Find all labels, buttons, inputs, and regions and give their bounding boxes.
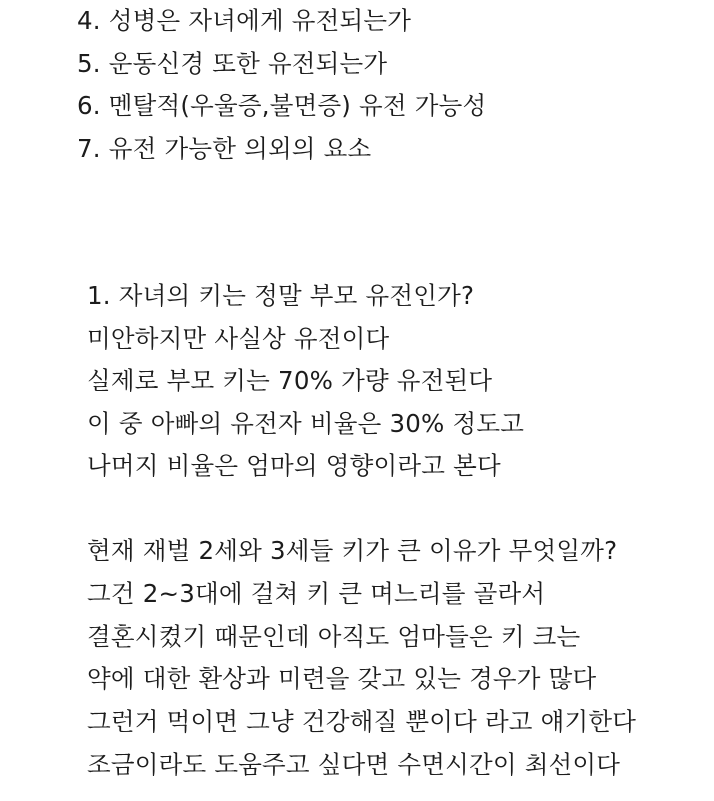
paragraph-line: 현재 재벌 2세와 3세들 키가 큰 이유가 무엇일까? <box>87 536 618 565</box>
topic-item-5: 5. 운동신경 또한 유전되는가 <box>77 49 388 78</box>
paragraph-line: 약에 대한 환상과 미련을 갖고 있는 경우가 많다 <box>87 664 597 693</box>
paragraph-line: 이 중 아빠의 유전자 비율은 30% 정도고 <box>87 409 525 438</box>
paragraph-line: 미안하지만 사실상 유전이다 <box>87 324 390 353</box>
paragraph-line: 그런거 먹이면 그냥 건강해질 뿐이다 라고 얘기한다 <box>87 707 637 736</box>
topic-item-4: 4. 성병은 자녀에게 유전되는가 <box>77 6 412 35</box>
topic-item-6: 6. 멘탈적(우울증,불면증) 유전 가능성 <box>77 91 487 120</box>
section-question: 1. 자녀의 키는 정말 부모 유전인가? <box>87 281 475 310</box>
paragraph-line: 실제로 부모 키는 70% 가량 유전된다 <box>87 366 493 395</box>
paragraph-line: 그건 2~3대에 걸쳐 키 큰 며느리를 골라서 <box>87 579 546 608</box>
paragraph-line: 결혼시켰기 때문인데 아직도 엄마들은 키 크는 <box>87 622 581 651</box>
topic-item-7: 7. 유전 가능한 의외의 요소 <box>77 134 372 163</box>
paragraph-line: 조금이라도 도움주고 싶다면 수면시간이 최선이다 <box>87 750 621 779</box>
paragraph-line: 나머지 비율은 엄마의 영향이라고 본다 <box>87 451 501 480</box>
